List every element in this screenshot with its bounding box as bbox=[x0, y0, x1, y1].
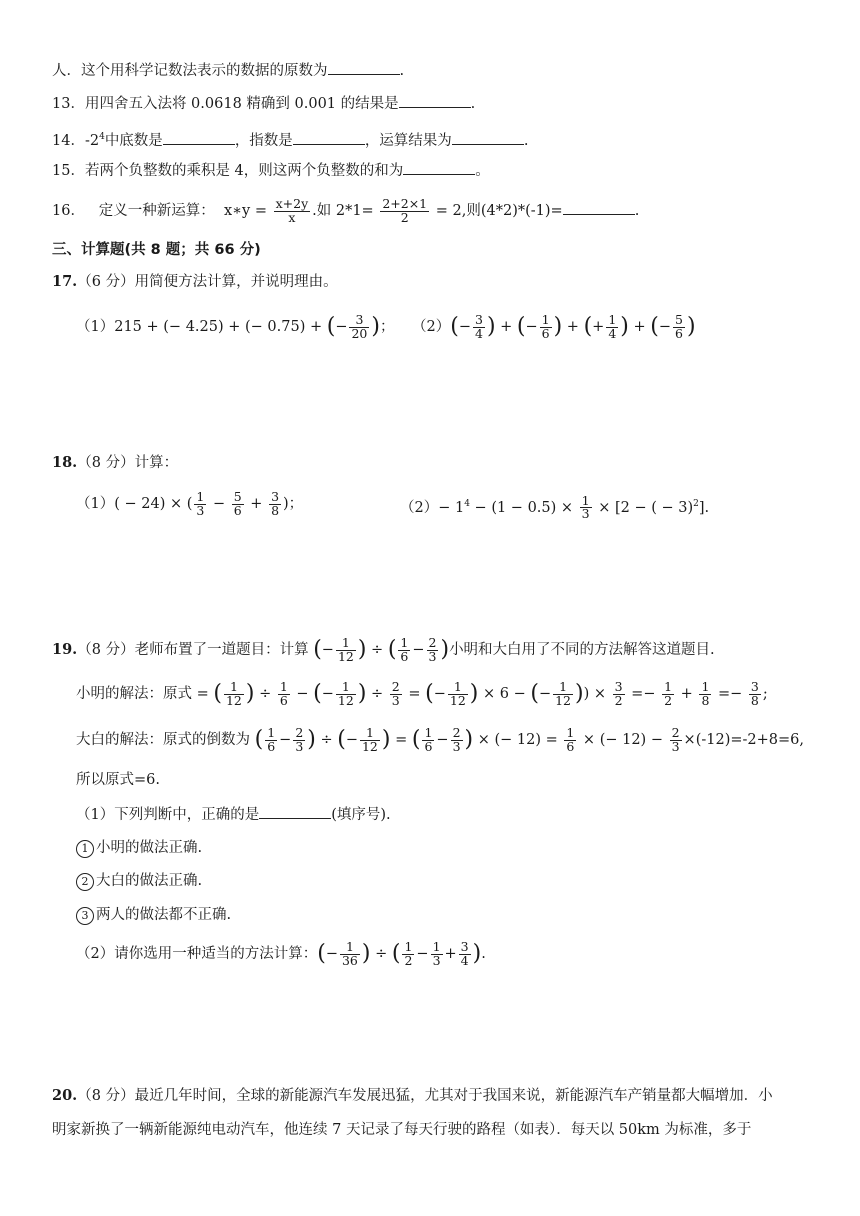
q19-conclusion: 所以原式=6. bbox=[76, 772, 160, 788]
q19-sub-2: （2）请你选用一种适当的方法计算：(− $\frac{1}{36}$ ) ÷ ( $\frac{1}{2}$ − $\frac{1}{3}$ + $\frac{3}{4}$ ). bbox=[76, 939, 486, 968]
circled-number: 1 bbox=[76, 840, 94, 858]
question-17: 17.（6 分）用简便方法计算，并说明理由。 bbox=[52, 273, 338, 290]
question-13: 13．用四舍五入法将 0.0618 精确到 0.001 的结果是 . bbox=[52, 93, 860, 114]
example-fraction: $\frac{2+2\times 1}{2}$ bbox=[382, 196, 428, 225]
question-14: 14．$-2^4$中底数是 ，指数是 ，运算结果为 . bbox=[52, 127, 860, 151]
q19-xiaoming-solution: 小明的解法：原式 = ( $\frac{1}{12}$ ) ÷ $\frac{1}{6}$ − (− $\frac{1}{12}$ ) ÷ $\frac{2}{3}$ = (− $\frac{1}{12}$ ) × 6 − (− $\frac{1}{12}$ )) × $\frac{3}{2}$ =− $\frac{1}{2}$ + $\frac{1}{8}$ =− $\frac{3}{8}$ ; bbox=[76, 679, 768, 708]
section-heading: 三、计算题(共 8 题；共 66 分) bbox=[52, 242, 261, 258]
answer-blank[interactable] bbox=[293, 130, 365, 145]
question-20: 20.（8 分）最近几年时间，全球的新能源汽车发展迅猛，尤其对于我国来说，新能源汽车产销量都大幅增加．小 bbox=[52, 1087, 773, 1104]
q18-part-1: （1）( − 24) × ( $\frac{1}{3}$ − $\frac{5}{6}$ + $\frac{3}{8}$ )； bbox=[76, 489, 304, 518]
question-15: 15．若两个负整数的乘积是 4，则这两个负整数的和为 。 bbox=[52, 160, 860, 181]
answer-blank[interactable] bbox=[403, 160, 475, 175]
q12-tail: 人．这个用科学记数法表示的数据的原数为 . bbox=[52, 60, 860, 81]
definition-fraction: $\frac{x+2y}{x}$ bbox=[275, 196, 309, 225]
answer-blank[interactable] bbox=[399, 93, 471, 108]
question-20-line-2: 明家新换了一辆新能源纯电动汽车，他连续 7 天记录了每天行驶的路程（如表）．每天以 50km 为标准，多于 bbox=[52, 1122, 752, 1138]
circled-number: 3 bbox=[76, 907, 94, 925]
question-19: 19.（8 分）老师布置了一道题目：计算 (− $\frac{1}{12}$ ) ÷ ( $\frac{1}{6}$ − $\frac{2}{3}$ )小明和大白用了不同的方法解答这道题目. bbox=[52, 635, 715, 664]
answer-blank[interactable] bbox=[328, 60, 400, 75]
q19-option-1: 1 小明的做法正确. bbox=[76, 838, 860, 858]
answer-blank[interactable] bbox=[259, 804, 331, 819]
q17-part-2: （2）(− $\frac{3}{4}$ ) + (− $\frac{1}{6}$ ) + (+ $\frac{1}{4}$ ) + (− $\frac{5}{6}$ ) bbox=[412, 312, 696, 341]
q19-dabai-solution: 大白的解法：原式的倒数为 ( $\frac{1}{6}$ − $\frac{2}{3}$ ) ÷ (− $\frac{1}{12}$ ) = ( $\frac{1}{6}$ − $\frac{2}{3}$ ) × (− 12) = $\frac{1}{6}$ × (− 12) − $\frac{2}{3}$ ×(-12)=-2+8=6, bbox=[76, 725, 804, 754]
q17-part-1: （1）215 + (− 4.25) + (− 0.75) + (− $\frac{3}{20}$ )； bbox=[76, 312, 395, 341]
q19-sub-1: （1）下列判断中，正确的是 (填序号). bbox=[76, 804, 860, 825]
question-16: 16． 定义一种新运算： x∗y = $\frac{x+2y}{x}$ .如 2*1= $\frac{2+2\times 1}{2}$ = 2,则(4*2)*(-1)= . bbox=[52, 196, 640, 225]
answer-blank[interactable] bbox=[563, 200, 635, 215]
answer-blank[interactable] bbox=[163, 130, 235, 145]
q19-option-2: 2 大白的做法正确. bbox=[76, 871, 860, 891]
answer-blank[interactable] bbox=[452, 130, 524, 145]
q18-part-2: $(2)- 1^4 - (1 - 0.5)$ × $\frac{1}{3}$ × [2 − ( − 3)$^2$]. bbox=[400, 492, 710, 522]
question-18: 18.（8 分）计算： bbox=[52, 454, 179, 471]
q19-option-3: 3 两人的做法都不正确. bbox=[76, 905, 860, 925]
circled-number: 2 bbox=[76, 873, 94, 891]
